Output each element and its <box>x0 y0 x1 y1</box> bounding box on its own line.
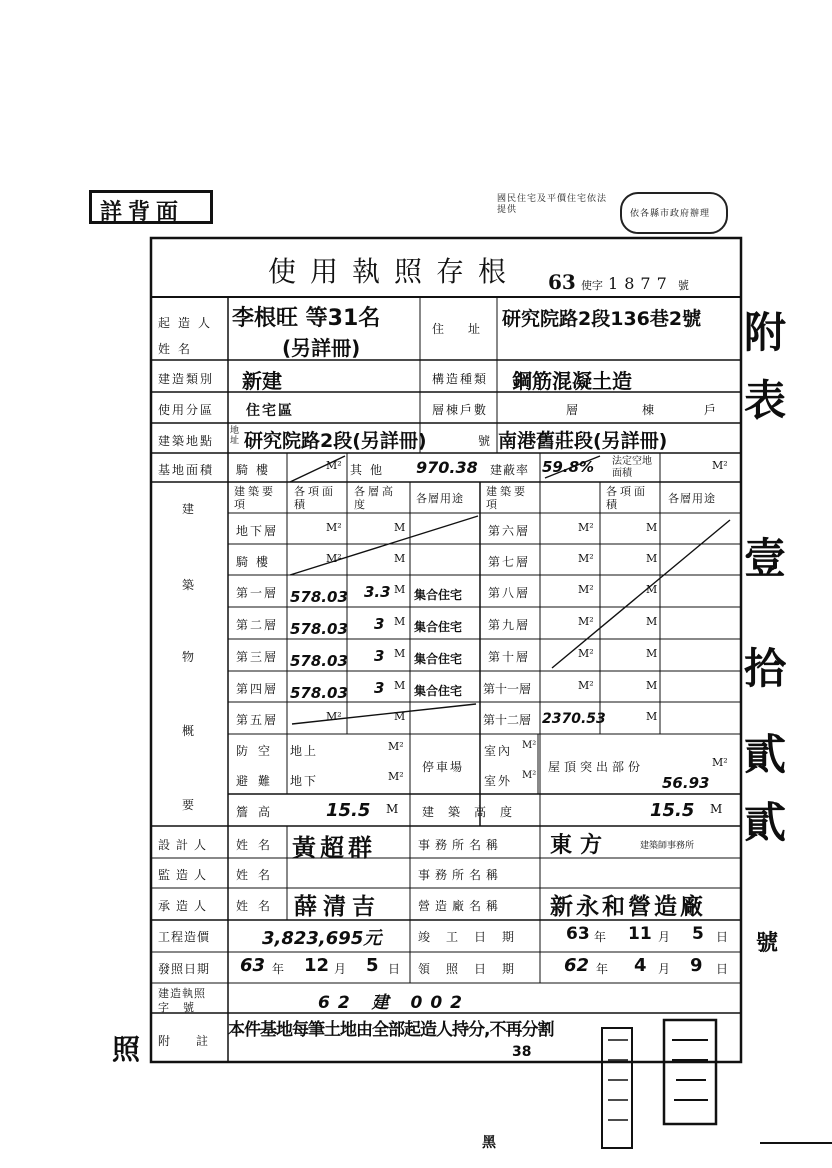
floor-right-5: 第十一層 <box>483 682 532 696</box>
unit-r2-area: M² <box>578 583 594 596</box>
permit-value: 62 建 002 <box>318 993 470 1013</box>
area-f4: 578.03 <box>290 684 348 702</box>
designer-office-suffix: 建築師事務所 <box>640 841 695 851</box>
receive-day-unit: 日 <box>716 962 731 976</box>
floor-left-4: 第三層 <box>236 650 279 664</box>
license-prefix: 使字 <box>580 279 603 292</box>
parking-label: 停車場 <box>422 760 465 774</box>
cost-label: 工程造價 <box>158 930 211 944</box>
designer-name: 黃超群 <box>292 834 376 862</box>
eave-value: 15.5 <box>326 800 371 821</box>
receive-year-unit: 年 <box>596 962 611 976</box>
roof-unit: M² <box>712 756 728 769</box>
floor-left-1: 騎樓 <box>236 555 277 569</box>
margin-right-char-4: 貳 <box>744 730 787 779</box>
use-f3: 集合住宅 <box>414 652 463 666</box>
unit-r4-area: M² <box>578 647 594 660</box>
structure-value: 鋼筋混凝土造 <box>512 369 632 393</box>
builder-label: 起造人姓名 <box>158 316 219 356</box>
address-value: 研究院路2段136巷2號 <box>502 308 702 330</box>
unit-f5-height: M <box>394 710 406 723</box>
shelter-label-1: 防空 <box>236 744 281 758</box>
header-vertical-note: 國民住宅及平價住宅依法提供 <box>497 194 608 215</box>
grid-side-label-3: 物 <box>182 650 197 664</box>
col-use-header: 各層用途 <box>416 492 464 505</box>
arcade-label: 騎樓 <box>236 463 277 477</box>
floor-left-6: 第五層 <box>236 713 279 727</box>
zone-label: 使用分區 <box>158 403 215 417</box>
unit-r1-height: M <box>646 552 658 565</box>
completion-month: 11 <box>628 924 652 944</box>
roof-value: 56.93 <box>662 774 710 792</box>
receive-label: 領照日期 <box>418 962 531 976</box>
unit-r0-area: M² <box>578 521 594 534</box>
page-title: 使用執照存根 <box>268 255 521 288</box>
height-f1: 3.3 <box>364 583 391 601</box>
site-lot-value: 南港舊莊段(另詳冊) <box>498 430 668 452</box>
height-f3-unit: M <box>394 647 406 660</box>
completion-day: 5 <box>692 924 704 944</box>
floors-value-1: 層 <box>566 403 581 417</box>
issue-label: 發照日期 <box>158 962 211 976</box>
address-label: 住址 <box>432 322 505 336</box>
floor-left-0: 地下層 <box>236 524 279 538</box>
floor-right-0: 第六層 <box>488 524 531 538</box>
margin-right-char-3: 拾 <box>744 644 787 693</box>
parking-in-unit: M² <box>522 740 537 751</box>
use-f1: 集合住宅 <box>414 588 463 602</box>
margin-bottom-char: 黑 <box>482 1135 496 1151</box>
floor-right-4: 第十層 <box>488 650 531 664</box>
other-label: 其他 <box>350 463 391 477</box>
unit-r0-height: M <box>646 521 658 534</box>
floor-right-2: 第八層 <box>488 586 531 600</box>
receive-year: 62 <box>564 955 590 976</box>
land-area-label: 基地面積 <box>158 463 215 477</box>
eave-unit: M <box>386 802 399 816</box>
unit-r5-height: M <box>646 679 658 692</box>
designer-office: 東方 <box>550 833 611 858</box>
completion-label: 竣工日期 <box>418 930 531 944</box>
bldg-height-unit: M <box>710 802 723 816</box>
site-label: 建築地點 <box>158 434 215 448</box>
site-sub: 地址 <box>230 426 240 446</box>
ground-above-unit: M² <box>388 740 404 753</box>
remark-value: 本件基地每筆土地由全部起造人持分,不再分割 <box>228 1020 554 1040</box>
cost-value: 3,823,695元 <box>262 928 382 949</box>
unit-r4-height: M <box>646 647 658 660</box>
supervisor-office-label: 事務所名稱 <box>418 868 504 882</box>
grid-side-label-1: 建 <box>182 502 197 516</box>
eave-label: 簷高 <box>236 805 281 819</box>
height-f3: 3 <box>374 647 385 665</box>
license-year: 63 <box>548 270 576 294</box>
floors-label: 層棟戶數 <box>432 403 489 417</box>
other-value: 970.38 <box>416 458 478 477</box>
bldg-height-label: 建築高度 <box>422 805 527 819</box>
floor-left-3: 第二層 <box>236 618 279 632</box>
designer-office-label: 事務所名稱 <box>418 838 504 852</box>
designer-label: 設計人 <box>158 838 213 852</box>
height-f2: 3 <box>374 615 385 633</box>
designer-name-label: 姓名 <box>236 838 281 852</box>
grid-side-label-4: 概 <box>182 724 197 738</box>
floor-left-2: 第一層 <box>236 586 279 600</box>
unit-r6-height: M <box>646 710 658 723</box>
supervisor-name-label: 姓名 <box>236 868 281 882</box>
parking-out-unit: M² <box>522 770 537 781</box>
parking-in: 室內 <box>484 744 513 758</box>
height-f4: 3 <box>374 679 385 697</box>
issue-day-unit: 日 <box>388 962 403 976</box>
margin-right-char-6: 號 <box>756 931 779 956</box>
floor-left-5: 第四層 <box>236 682 279 696</box>
area-f3: 578.03 <box>290 652 348 670</box>
builder-value: 李根旺 等31名 <box>232 306 381 331</box>
zone-value: 住宅區 <box>246 403 294 419</box>
completion-year: 63 <box>566 924 590 944</box>
coverage-label: 建蔽率 <box>490 463 530 477</box>
grid-side-label-5: 要 <box>182 798 197 812</box>
permit-label-1: 建造執照 <box>158 987 206 1000</box>
site-lot-label: 號 <box>478 434 493 448</box>
parking-out: 室外 <box>484 774 513 788</box>
margin-right-char-5: 貳 <box>744 798 787 847</box>
unit-basement-height: M <box>394 521 406 534</box>
height-f4-unit: M <box>394 679 406 692</box>
col-area-header: 各項面積 <box>294 485 336 511</box>
area-f2: 578.03 <box>290 620 348 638</box>
margin-right-char-2: 壹 <box>744 534 787 583</box>
permit-label-2: 字號 <box>158 1001 208 1014</box>
supervisor-label: 監造人 <box>158 868 213 882</box>
unit-basement-area: M² <box>326 521 342 534</box>
col-floor-header: 建築要項 <box>234 485 276 511</box>
contractor-name-label: 姓名 <box>236 899 281 913</box>
unit-arcade-height: M <box>394 552 406 565</box>
receive-month-unit: 月 <box>658 962 673 976</box>
open-space-label: 法定空地面積 <box>612 456 652 479</box>
use-f4: 集合住宅 <box>414 684 463 698</box>
col-area-header-r: 各項面積 <box>606 485 648 511</box>
unit-f5-area: M² <box>326 710 342 723</box>
coverage-value: 59.8% <box>542 458 595 476</box>
area-f1: 578.03 <box>290 588 348 606</box>
site-value: 研究院路2段(另詳冊) <box>244 430 427 452</box>
margin-right-char-1: 表 <box>744 376 787 425</box>
issue-month: 12 <box>304 955 330 976</box>
col-floor-header-r: 建築要項 <box>486 485 528 511</box>
remark-label: 附註 <box>158 1034 235 1048</box>
unit-r1-area: M² <box>578 552 594 565</box>
floors-value-3: 戶 <box>704 403 719 417</box>
license-suffix: 號 <box>677 279 689 292</box>
completion-year-unit: 年 <box>594 930 609 944</box>
ground-above: 地上 <box>290 744 319 758</box>
ground-below-unit: M² <box>388 770 404 783</box>
bldg-height-value: 15.5 <box>650 800 695 821</box>
grid-side-label-2: 築 <box>182 578 197 592</box>
margin-bottom-mark: 38 <box>512 1044 532 1060</box>
roof-label: 屋頂突出部份 <box>548 760 645 774</box>
floor-right-1: 第七層 <box>488 555 531 569</box>
unit-arcade-area: M² <box>326 552 342 565</box>
contractor-company-label: 營造廠名稱 <box>418 899 504 913</box>
margin-right-char-0: 附 <box>744 308 787 357</box>
open-space-unit: M² <box>712 459 728 472</box>
contractor-name: 薛清吉 <box>294 894 381 920</box>
unit-r3-height: M <box>646 615 658 628</box>
contractor-label: 承造人 <box>158 899 213 913</box>
license-no: 1877 <box>608 274 673 293</box>
unit-r2-height: M <box>646 583 658 596</box>
margin-left-char: 照 <box>112 1033 141 1066</box>
floors-value-2: 棟 <box>642 403 657 417</box>
builder-extra: (另詳冊) <box>282 336 361 360</box>
completion-month-unit: 月 <box>658 930 673 944</box>
issue-year: 63 <box>240 955 266 976</box>
col-use-header-r: 各層用途 <box>668 492 716 505</box>
height-f2-unit: M <box>394 615 406 628</box>
total-area: 2370.53 <box>542 711 606 727</box>
type-label: 建造類別 <box>158 372 215 386</box>
receive-day: 9 <box>690 955 703 976</box>
col-height-header: 各層高度 <box>354 485 396 511</box>
header-stamp-text: 依各縣市政府辦理 <box>630 209 711 219</box>
issue-year-unit: 年 <box>272 962 287 976</box>
floor-right-3: 第九層 <box>488 618 531 632</box>
type-value: 新建 <box>242 369 282 393</box>
unit-r5-area: M² <box>578 679 594 692</box>
unit-r3-area: M² <box>578 615 594 628</box>
contractor-company: 新永和營造廠 <box>550 894 706 920</box>
floor-right-6: 第十二層 <box>483 713 532 727</box>
arcade-unit: M² <box>326 459 342 472</box>
structure-label: 構造種類 <box>432 372 489 386</box>
header-tag-text: 詳背面 <box>100 200 185 225</box>
height-f1-unit: M <box>394 583 406 596</box>
completion-day-unit: 日 <box>716 930 731 944</box>
issue-month-unit: 月 <box>334 962 349 976</box>
receive-month: 4 <box>634 955 647 976</box>
shelter-label-2: 避難 <box>236 774 281 788</box>
use-f2: 集合住宅 <box>414 620 463 634</box>
issue-day: 5 <box>366 955 379 976</box>
ground-below: 地下 <box>290 774 319 788</box>
